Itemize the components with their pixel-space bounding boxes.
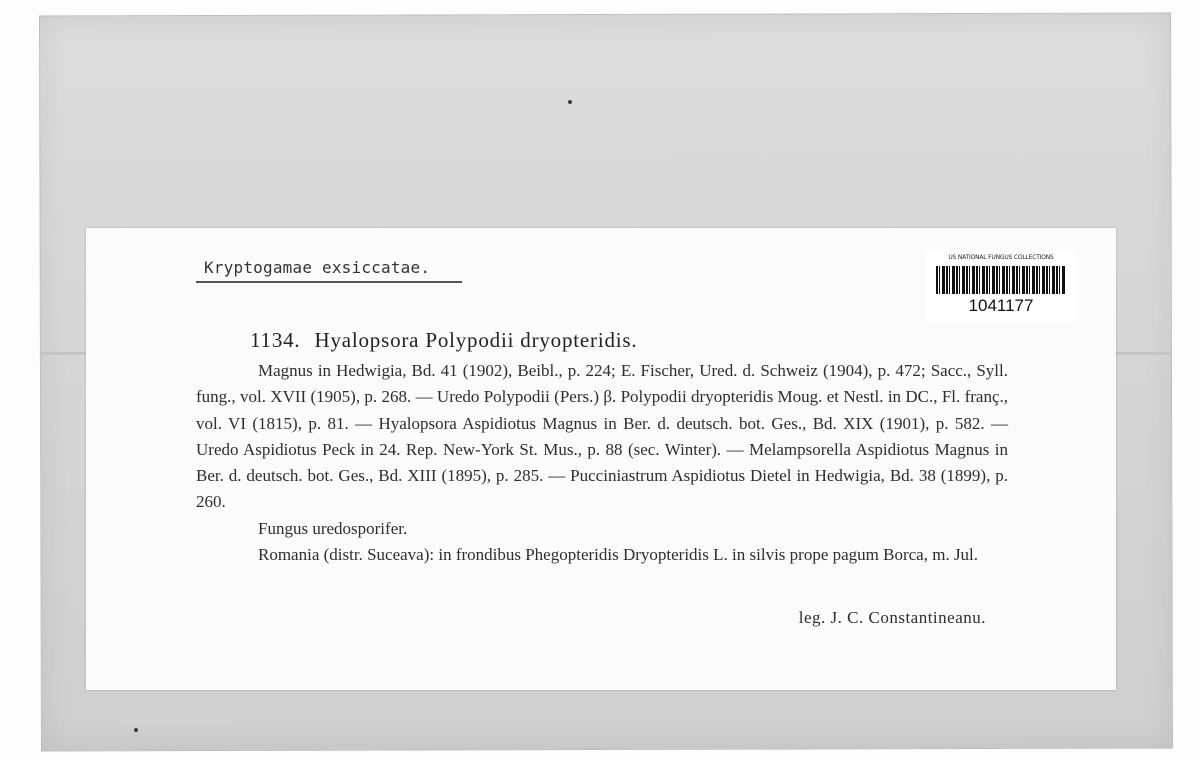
- label-body: [196, 358, 1008, 568]
- entry-number: 1134.: [250, 328, 301, 352]
- locality-paragraph: Romania (distr. Suceava): in frondibus Phegopteridis Dryopteridis L. in silvis prope pagum Borca, m. Jul.: [258, 545, 979, 565]
- barcode-icon: [936, 266, 1066, 294]
- species-heading: [250, 328, 637, 353]
- species-name: Hyalopsora Polypodii dryopteridis.: [314, 328, 638, 352]
- paper-speck: [134, 728, 138, 732]
- barcode-sticker: [926, 250, 1076, 322]
- series-title: Kryptogamae exsiccatae.: [204, 258, 431, 277]
- barcode-institution: US NATIONAL FUNGUS COLLECTIONS: [948, 254, 1054, 261]
- specimen-label: [86, 228, 1116, 690]
- fungus-note: Fungus uredosporifer.: [258, 518, 408, 538]
- collector-line: leg. J. C. Constantineanu.: [798, 608, 986, 627]
- synonymy-paragraph: Magnus in Hedwigia, Bd. 41 (1902), Beibl., p. 224; E. Fischer, Ured. d. Schweiz (1904), p. 472; Sacc., Syll. fung., vol. XVII (1905), p. 268. — Uredo Polypodii (Pers.) β. Polypodii dryopteridis Moug. et Nestl. in DC., Fl. franç., vol. VI (1815), p. 81. — Hyalopsora Aspidiotus Magnus in Ber. d. deutsch. bot. Ges., Bd. XIX (1901), p. 582. — Uredo Aspidiotus Peck in 24. Rep. New-York St. Mus., p. 88 (sec. Winter). — Melampsorella Aspidiotus Magnus in Ber. d. deutsch. bot. Ges., Bd. XIII (1895), p. 285. — Pucciniastrum Aspidiotus Dietel in Hedwigia, Bd. 38 (1899), p. 260.: [196, 361, 1008, 512]
- barcode-number: 1041177: [968, 296, 1034, 315]
- paper-speck: [568, 100, 572, 104]
- series-title-underline: [196, 281, 462, 283]
